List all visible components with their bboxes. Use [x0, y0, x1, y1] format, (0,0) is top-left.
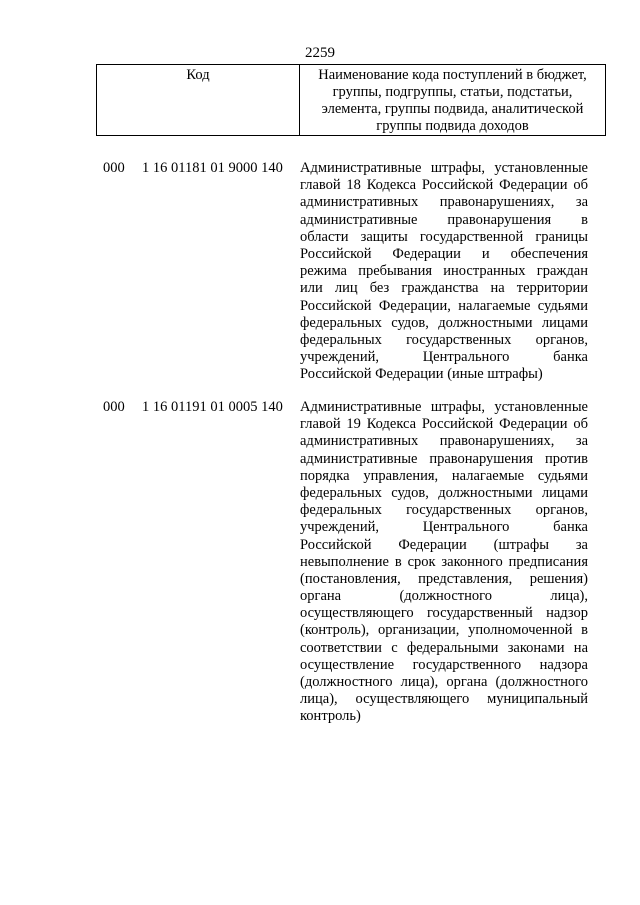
row-group-code: 000: [103, 399, 125, 415]
description-line: административных правонарушениях, за: [300, 194, 588, 211]
description-line: порядка управления, налагаемые судьями: [300, 467, 588, 484]
page-number: 2259: [305, 45, 335, 61]
row-description: [300, 399, 588, 726]
table-header: [96, 64, 606, 136]
description-line: федеральных судов, должностными лицами: [300, 314, 588, 331]
header-name-line: Наименование кода поступлений в бюджет,: [318, 67, 587, 83]
header-code-cell: Код: [97, 65, 300, 136]
description-line: невыполнение в срок законного предписания: [300, 553, 588, 570]
description-line: органа (должностного лица),: [300, 588, 588, 605]
description-line: Российской Федерации (штрафы за: [300, 536, 588, 553]
description-line: административные правонарушения в: [300, 211, 588, 228]
description-line: режима пребывания иностранных граждан: [300, 263, 588, 280]
description-line: Российской Федерации и обеспечения: [300, 245, 588, 262]
description-line: федеральных судов, должностными лицами: [300, 484, 588, 501]
description-line: соответствии с федеральными законами на: [300, 639, 588, 656]
description-line: Административные штрафы, установленные: [300, 399, 588, 415]
description-line: (должностного лица), органа (должностного: [300, 674, 588, 690]
description-line: главой 18 Кодекса Российской Федерации об: [300, 177, 588, 194]
description-line: Российской Федерации, налагаемые судьями: [300, 297, 588, 314]
row-group-code: 000: [103, 160, 125, 176]
description-line: лица), осуществляющего муниципальный: [300, 691, 588, 708]
header-name-line: элемента, группы подвида, аналитической: [321, 101, 584, 117]
row-description: [300, 160, 588, 383]
description-line: осуществляющего государственный надзор: [300, 605, 588, 622]
row-budget-code: 1 16 01181 01 9000 140: [142, 160, 283, 176]
description-line: административные правонарушения против: [300, 450, 588, 467]
description-line: контроль): [300, 708, 361, 725]
header-name-cell: [300, 65, 606, 136]
description-line: области защиты государственной границы: [300, 228, 588, 245]
description-line: Российской Федерации (иные штрафы): [300, 366, 543, 383]
header-name-line: группы подвида доходов: [376, 118, 529, 134]
description-line: осуществление государственного надзора: [300, 656, 588, 673]
description-line: или лиц без гражданства на территории: [300, 280, 588, 297]
header-name-line: группы, подгруппы, статьи, подстатьи,: [332, 84, 573, 100]
row-budget-code: 1 16 01191 01 0005 140: [142, 399, 283, 415]
description-line: (постановления, представления, решения): [300, 570, 588, 587]
description-line: учреждений, Центрального банка: [300, 519, 588, 536]
description-line: Административные штрафы, установленные: [300, 160, 588, 176]
description-line: федеральных государственных органов,: [300, 502, 588, 519]
description-line: главой 19 Кодекса Российской Федерации об: [300, 416, 588, 433]
description-line: учреждений, Центрального банка: [300, 349, 588, 366]
description-line: (контроль), организации, уполномоченной в: [300, 622, 588, 639]
description-line: федеральных государственных органов,: [300, 331, 588, 348]
description-line: административных правонарушениях, за: [300, 433, 588, 450]
